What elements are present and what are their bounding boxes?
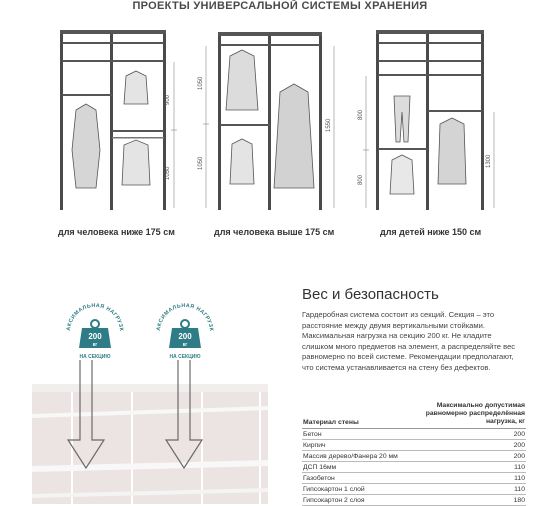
material-cell: Кирпич [302,440,406,451]
badge-unit: кг [182,342,188,348]
badge-arc-text: АКСИМАЛЬНАЯ НАГРУЗК [65,302,125,332]
material-cell: Массив дерево/Фанера 20 мм [302,451,406,462]
safety-text: Гардеробная система состоит из секций. Секция – это расстояние между двумя вертикальными стойками. Максимальная нагрузка на секцию 200 кг. Не кладите слишком много предметов на элемент, а распределяйте вес равномерно по всей системе. Рекомендации предполагают, что система устанавливается на стену без дефектов. [302,310,516,372]
page-title: ПРОЕКТЫ УНИВЕРСАЛЬНОЙ СИСТЕМЫ ХРАНЕНИЯ [132,0,428,12]
dim-lower: 1050 [165,166,171,180]
material-cell: Гипсокартон 2 слоя [302,495,406,506]
load-cell: 110 [406,462,526,473]
max-load-badge [150,298,220,367]
caption-tall: для человека выше 175 см [214,227,335,237]
badge-value: 200 [88,332,102,341]
material-cell: Газобетон [302,473,406,484]
material-cell: ДСП 16мм [302,462,406,473]
table-row [302,451,526,462]
load-arrows [60,360,220,472]
badge-arc-text: АКСИМАЛЬНАЯ НАГРУЗК [155,302,215,332]
load-cell: 180 [406,495,526,506]
load-cell: 200 [406,451,526,462]
storage-diagram-tall [196,20,346,226]
load-cell: 110 [406,484,526,495]
table-row [302,440,526,451]
badge-unit: кг [92,342,98,348]
caption-kids: для детей ниже 150 см [380,227,482,237]
table-row [302,473,526,484]
caption-short: для человека ниже 175 см [58,227,175,237]
storage-diagram-kids [356,20,506,226]
material-cell: Гипсокартон 1 слой [302,484,406,495]
table-row [302,462,526,473]
dim-upper: 900 [165,94,171,105]
col-material: Материал стены [302,400,406,429]
material-cell: Бетон [302,429,406,440]
badge-bottom-text: НА СЕКЦИЮ [79,354,111,360]
load-table [302,400,526,506]
badge-bottom-text: НА СЕКЦИЮ [169,354,201,360]
dim-right-tall: 1550 [326,118,332,132]
storage-diagram-short [40,20,180,226]
dim-upper-kids: 800 [358,109,364,120]
table-row [302,484,526,495]
load-cell: 110 [406,473,526,484]
load-cell: 200 [406,440,526,451]
dim-upper-tall: 1050 [198,76,204,90]
col-load: Максимально допустимая равномерно распределённая нагрузка, кг [406,400,526,429]
max-load-badge [60,298,130,367]
load-cell: 200 [406,429,526,440]
table-row [302,429,526,440]
dim-right-kids: 1300 [486,154,492,168]
dim-lower-tall: 1050 [198,156,204,170]
badge-value: 200 [178,332,192,341]
safety-title: Вес и безопасность [302,286,439,303]
dim-lower-kids: 800 [358,174,364,185]
